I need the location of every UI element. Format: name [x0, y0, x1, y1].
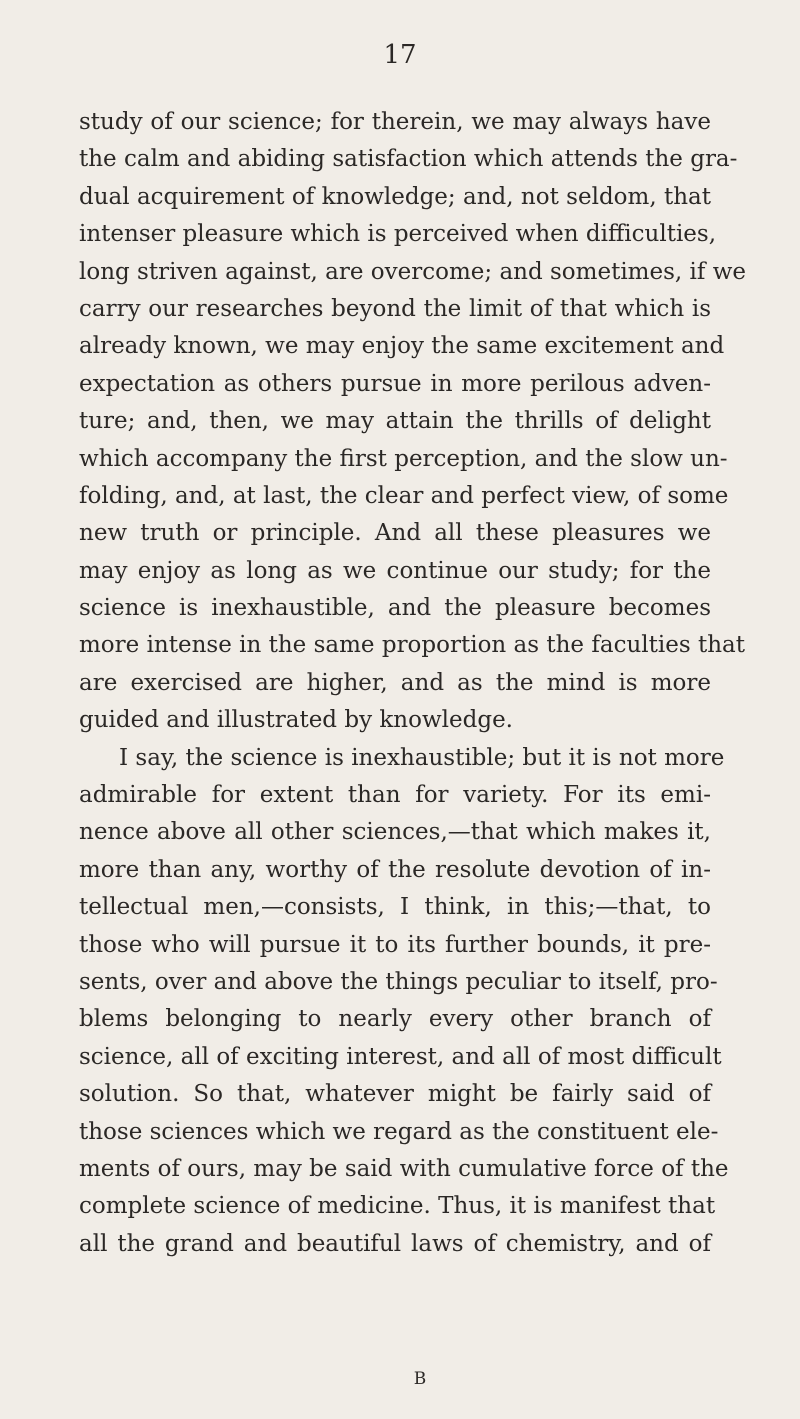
text-line: those who will pursue it to its further bounds, it pre-: [79, 931, 711, 958]
text-line: science is inexhaustible, and the pleasure becomes: [79, 595, 711, 622]
text-line: carry our researches beyond the limit of that which is: [79, 295, 711, 322]
text-line: study of our science; for therein, we may always have: [79, 109, 711, 135]
text-line: science, all of exciting interest, and all of most difficult: [79, 1043, 722, 1070]
body-text: [79, 104, 746, 1263]
paragraph-end-line: guided and illustrated by knowledge.: [79, 707, 513, 734]
text-line: expectation as others pursue in more perilous adven-: [79, 370, 711, 397]
text-line: all the grand and beautiful laws of chemistry, and of: [79, 1230, 711, 1257]
text-line: nence above all other sciences,—that which makes it,: [79, 819, 711, 846]
signature-mark: B: [413, 1369, 427, 1389]
text-line: which accompany the first perception, and the slow un-: [79, 445, 728, 472]
text-line: blems belonging to nearly every other branch of: [79, 1006, 711, 1033]
text-line: ture; and, then, we may attain the thrills of delight: [79, 408, 711, 435]
text-line: admirable for extent than for variety. For its emi-: [79, 782, 711, 809]
text-line: solution. So that, whatever might be fairly said of: [79, 1081, 711, 1108]
text-line: dual acquirement of knowledge; and, not seldom, that: [79, 183, 711, 210]
text-line: new truth or principle. And all these pleasures we: [79, 520, 711, 547]
text-line: ments of ours, may be said with cumulative force of the: [79, 1155, 729, 1182]
text-line: the calm and abiding satisfaction which attends the gra-: [79, 146, 738, 173]
text-line: long striven against, are overcome; and sometimes, if we: [79, 258, 746, 285]
text-line: complete science of medicine. Thus, it is manifest that: [79, 1193, 716, 1220]
text-line: may enjoy as long as we continue our study; for the: [79, 557, 711, 584]
text-line: folding, and, at last, the clear and perfect view, of some: [79, 482, 729, 509]
text-line: intenser pleasure which is perceived when difficulties,: [79, 221, 717, 248]
text-line: already known, we may enjoy the same excitement and: [79, 333, 725, 360]
paragraph-start-line: I say, the science is inexhaustible; but it is not more: [119, 744, 725, 771]
text-line: sents, over and above the things peculiar to itself, pro-: [79, 968, 718, 995]
text-line: are exercised are higher, and as the mind is more: [79, 669, 711, 696]
page-number: 17: [383, 40, 417, 70]
text-line: more intense in the same proportion as the faculties that: [79, 632, 745, 659]
text-line: those sciences which we regard as the constituent ele-: [79, 1118, 719, 1145]
text-line: more than any, worthy of the resolute devotion of in-: [79, 856, 711, 883]
text-line: tellectual men,—consists, I think, in this;—that, to: [79, 894, 711, 921]
